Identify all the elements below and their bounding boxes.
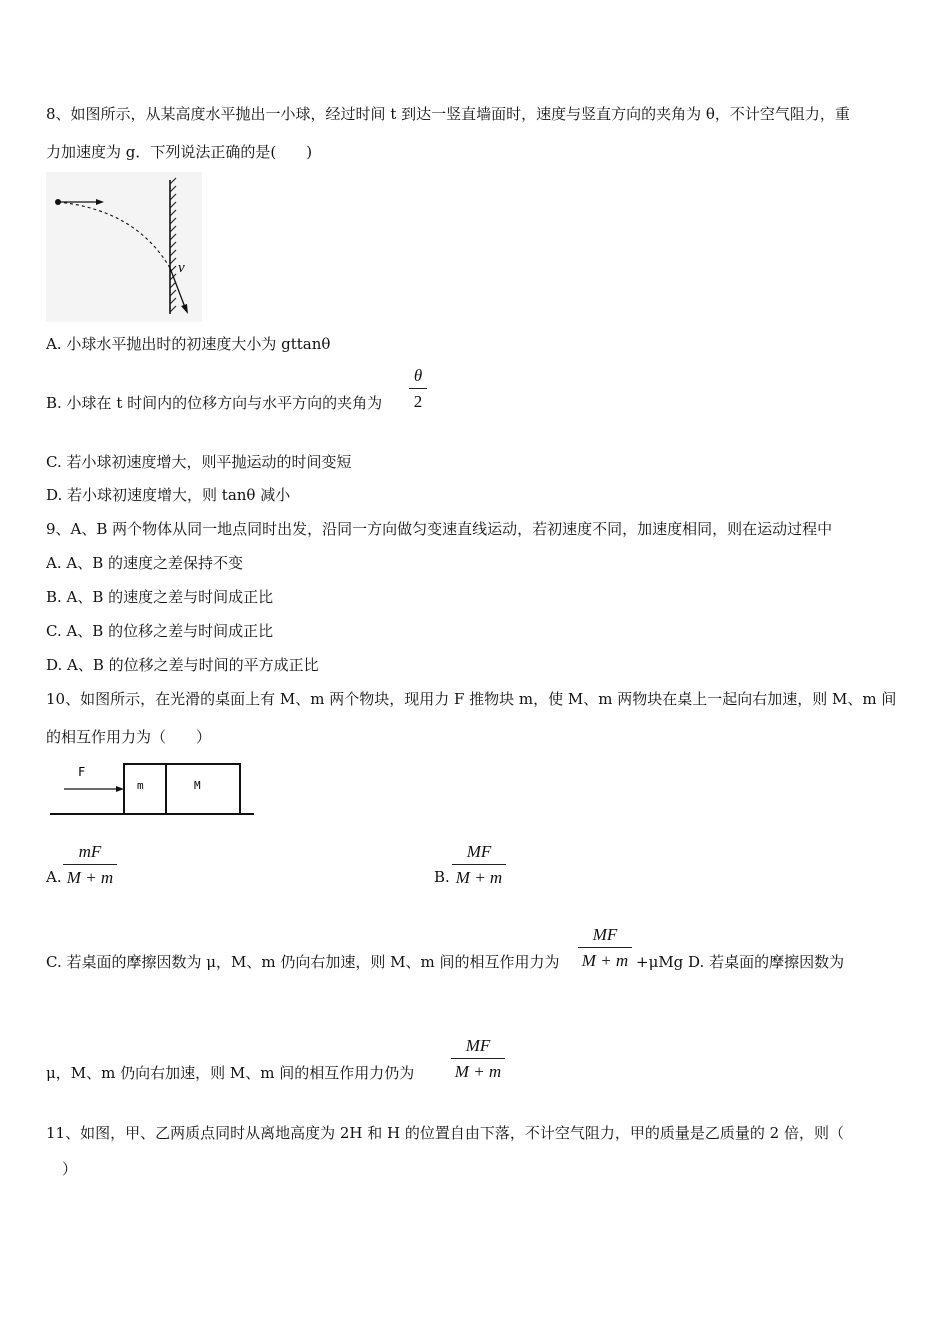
q10-force-label: F (78, 765, 86, 779)
q8-option-b: B. 小球在 t 时间内的位移方向与水平方向的夹角为 (46, 394, 383, 412)
q10-option-c-fraction (578, 925, 632, 971)
q9-option-b: B. A、B 的速度之差与时间成正比 (46, 588, 274, 606)
q10-option-a-label: A. (46, 868, 62, 886)
q8-option-c: C. 若小球初速度增大，则平抛运动的时间变短 (46, 453, 352, 471)
q10-stem-line2: 的相互作用力为（ ） (46, 728, 212, 746)
q10-option-b-fraction (452, 842, 506, 888)
q10-block-m (124, 764, 166, 814)
q10-option-d-numerator: MF (451, 1036, 505, 1059)
q10-block-M-label: M (194, 779, 201, 792)
q10-option-c-tail: +μMg D. 若桌面的摩擦因数为 (636, 953, 845, 971)
q10-option-d-text: μ，M、m 仍向右加速，则 M、m 间的相互作用力仍为 (46, 1064, 415, 1082)
q8-option-b-denominator: 2 (413, 392, 423, 411)
q11-stem-line1: 11、如图，甲、乙两质点同时从离地高度为 2H 和 H 的位置自由下落，不计空气阻力，甲的质量是乙质量的 2 倍，则（ (46, 1124, 844, 1142)
q10-option-a-numerator: mF (63, 842, 117, 865)
q10-arrowhead-right-icon (116, 786, 124, 792)
q8-option-b-fraction (409, 366, 427, 412)
q10-option-a-denominator: M + m (66, 868, 114, 887)
q10-option-c-denominator: M + m (581, 951, 629, 970)
q9-option-a: A. A、B 的速度之差保持不变 (46, 554, 243, 572)
q10-stem-line1: 10、如图所示，在光滑的桌面上有 M、m 两个物块，现用力 F 推物块 m，使 M、m 两物块在桌上一起向右加速，则 M、m 间 (46, 690, 897, 708)
q10-blocks-figure (50, 758, 260, 820)
q9-stem: 9、A、B 两个物体从同一地点同时出发，沿同一方向做匀变速直线运动，若初速度不同，加速度相同，则在运动过程中 (46, 520, 833, 538)
q8-figure-background (46, 172, 202, 322)
q8-velocity-label: v (178, 260, 185, 276)
q10-block-M (166, 764, 240, 814)
q10-option-d-fraction (451, 1036, 505, 1082)
q8-stem-line1: 8、如图所示，从某高度水平抛出一小球，经过时间 t 到达一竖直墙面时，速度与竖直方向的夹角为 θ，不计空气阻力，重 (46, 105, 850, 123)
q8-stem-line2: 力加速度为 g．下列说法正确的是( ) (46, 143, 313, 161)
q9-option-d: D. A、B 的位移之差与时间的平方成正比 (46, 656, 319, 674)
q8-projectile-figure (46, 172, 202, 322)
q10-option-d-denominator: M + m (454, 1062, 502, 1081)
q10-option-c-text: C. 若桌面的摩擦因数为 μ，M、m 仍向右加速，则 M、m 间的相互作用力为 (46, 953, 560, 971)
q10-option-b-label: B. (434, 868, 450, 886)
q10-block-m-label: m (137, 779, 144, 792)
q10-option-b-numerator: MF (452, 842, 506, 865)
q10-option-c-numerator: MF (578, 925, 632, 948)
q8-option-b-numerator: θ (409, 366, 427, 389)
q9-option-c: C. A、B 的位移之差与时间成正比 (46, 622, 274, 640)
q11-stem-line2: ） (62, 1160, 78, 1178)
q10-option-a-fraction (63, 842, 117, 888)
q8-option-a: A. 小球水平抛出时的初速度大小为 gttanθ (46, 335, 331, 353)
q8-option-d: D. 若小球初速度增大，则 tanθ 减小 (46, 486, 291, 504)
q10-option-b-denominator: M + m (455, 868, 503, 887)
